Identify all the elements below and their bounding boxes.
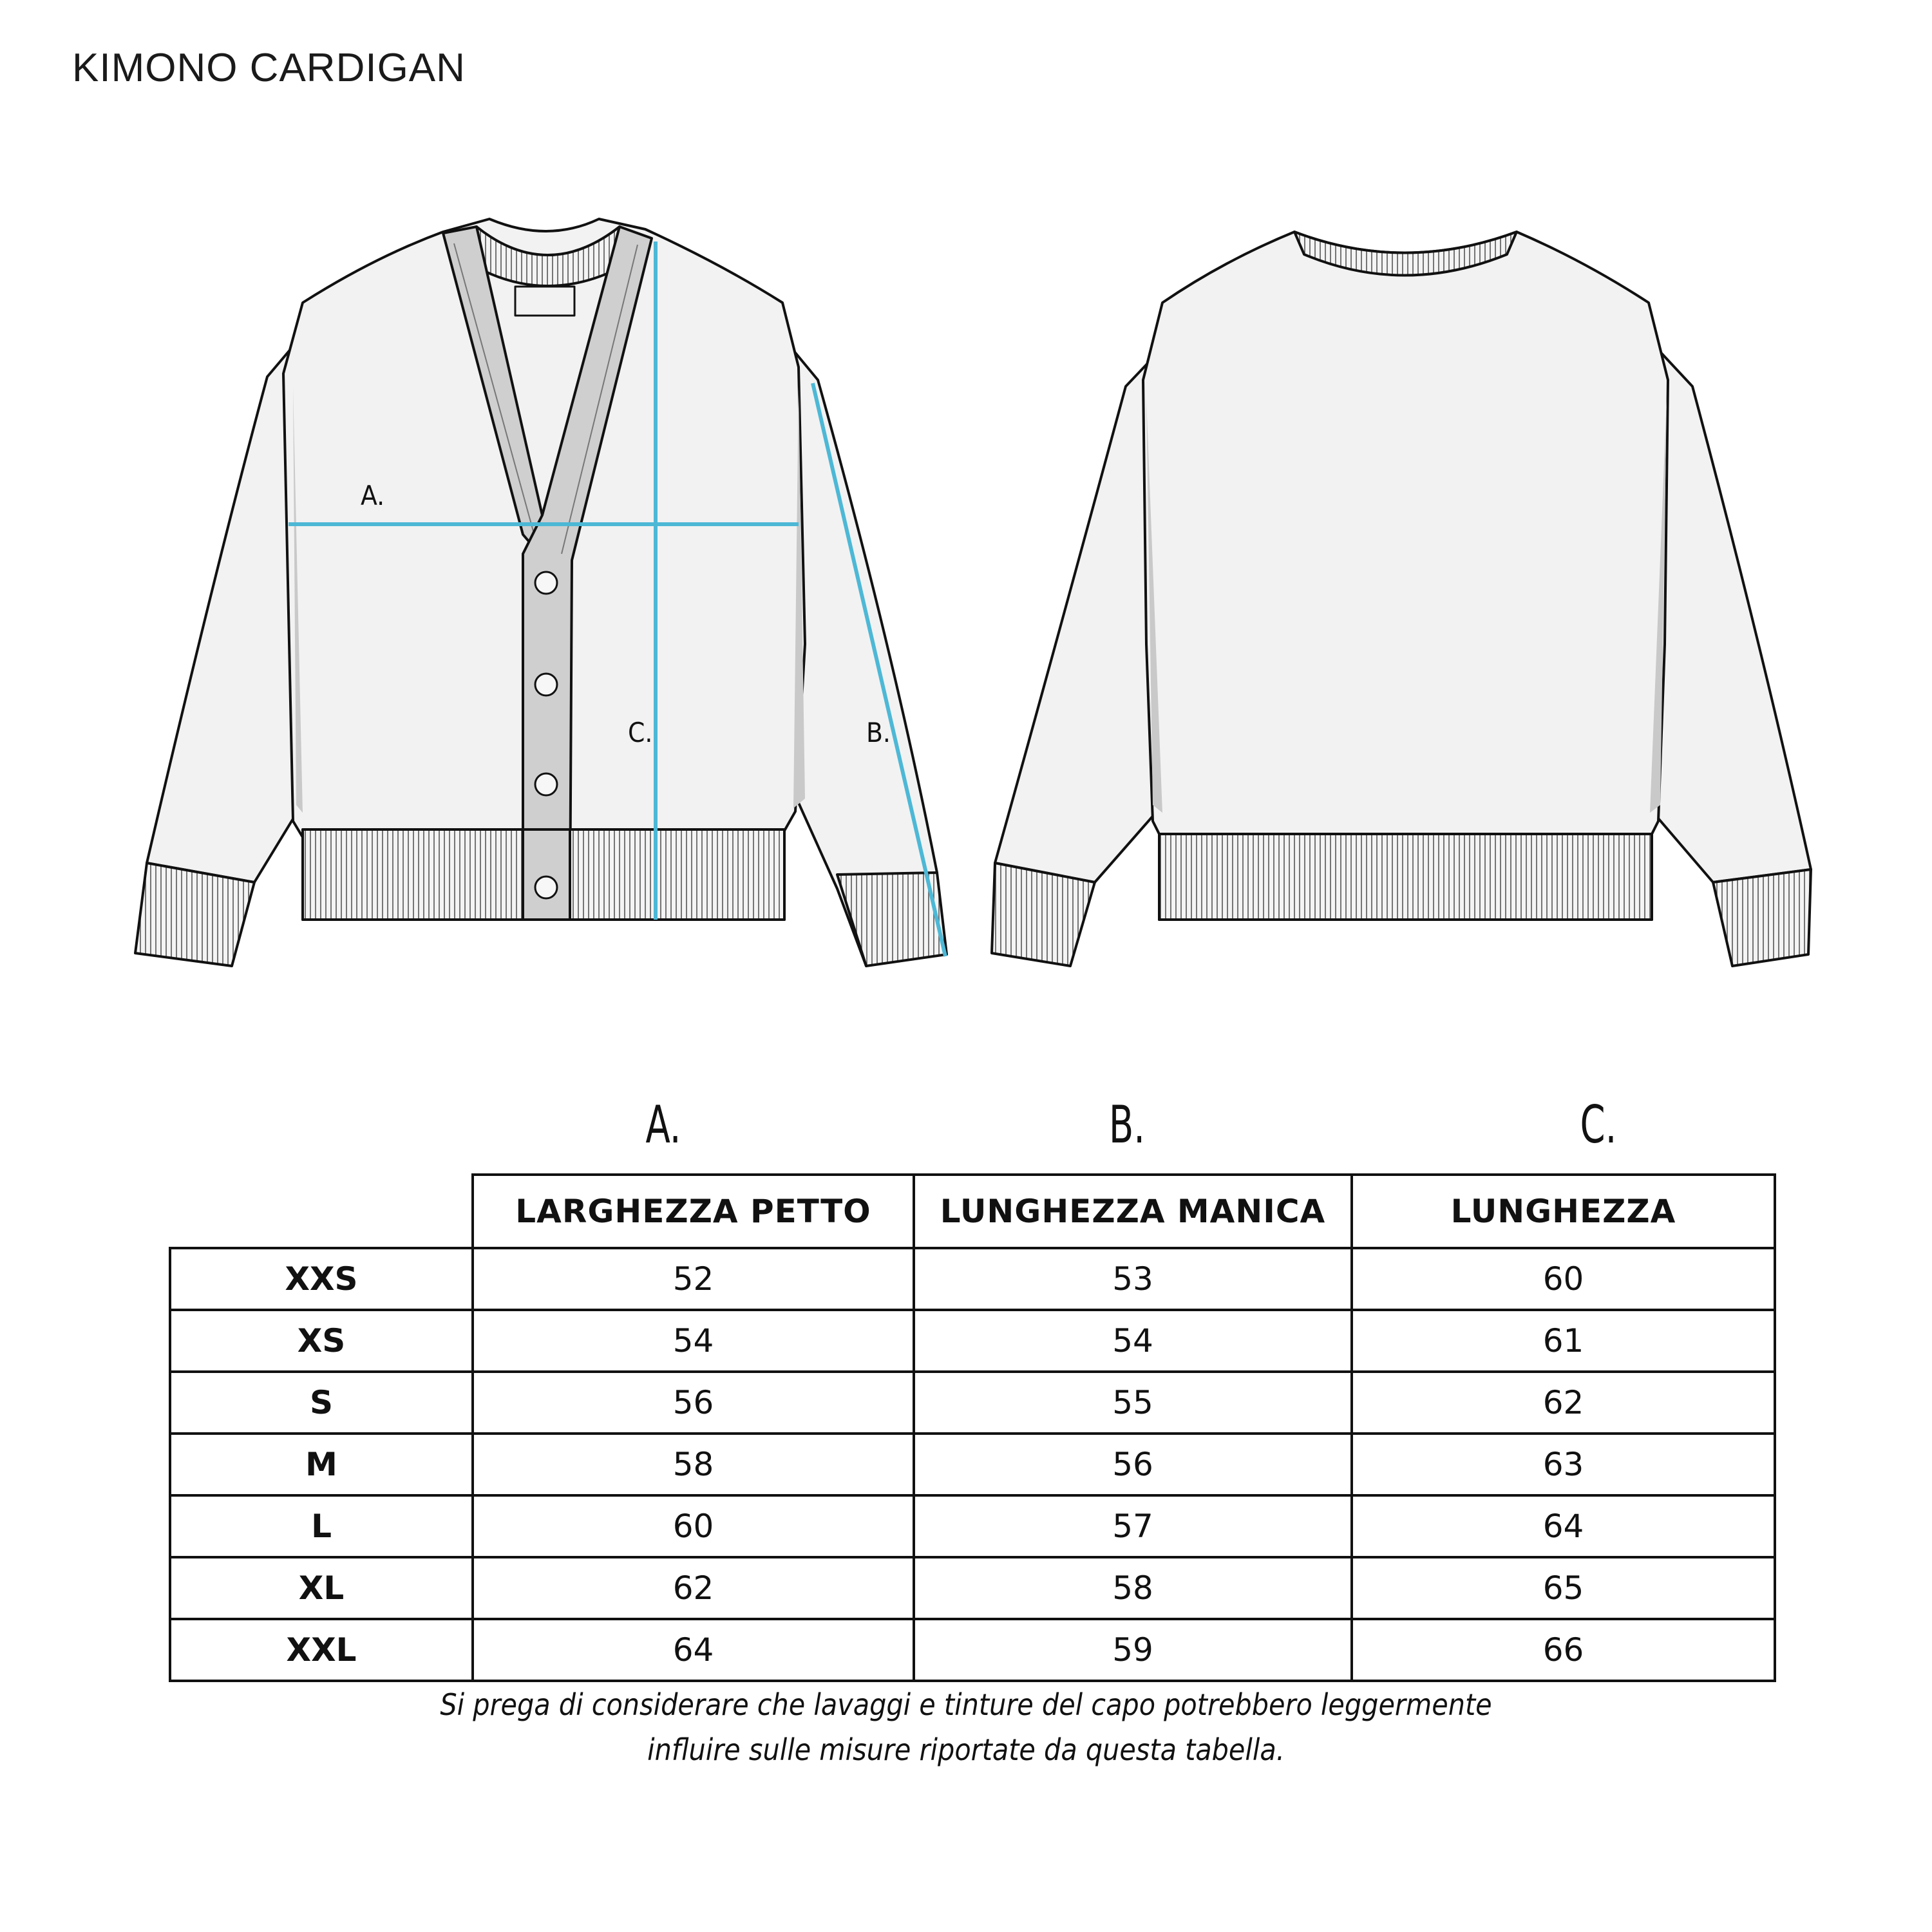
care-note-line-2: influire sulle misure riportate da questa tabella.	[647, 1732, 1285, 1767]
size-cell: XXL	[170, 1619, 473, 1681]
table-row	[170, 1495, 1775, 1557]
value-cell: 65	[1352, 1557, 1775, 1619]
front-view	[135, 219, 947, 966]
table-corner-cell	[170, 1175, 473, 1248]
value-cell: 64	[1352, 1495, 1775, 1557]
value-cell: 56	[914, 1434, 1352, 1495]
back-hem-rib	[1159, 834, 1652, 920]
column-letter-c: C.	[1580, 1095, 1617, 1155]
measure-c-label: C.	[628, 717, 653, 748]
value-cell: 61	[1352, 1310, 1775, 1372]
back-left-cuff	[992, 863, 1095, 966]
value-cell: 56	[473, 1372, 914, 1434]
value-cell: 60	[1352, 1248, 1775, 1310]
front-left-cuff	[135, 863, 254, 966]
value-cell: 53	[914, 1248, 1352, 1310]
table-header-row	[170, 1175, 1775, 1248]
column-letter-b: B.	[1108, 1095, 1146, 1155]
back-view	[992, 232, 1811, 966]
value-cell: 62	[1352, 1372, 1775, 1434]
value-cell: 59	[914, 1619, 1352, 1681]
button-4	[535, 876, 557, 898]
back-right-cuff	[1713, 869, 1811, 966]
column-letter-a: A.	[645, 1095, 681, 1155]
value-cell: 62	[473, 1557, 914, 1619]
value-cell: 58	[473, 1434, 914, 1495]
measure-b-label: B.	[866, 717, 891, 748]
value-cell: 58	[914, 1557, 1352, 1619]
value-cell: 66	[1352, 1619, 1775, 1681]
value-cell: 55	[914, 1372, 1352, 1434]
size-cell: XXS	[170, 1248, 473, 1310]
value-cell: 64	[473, 1619, 914, 1681]
value-cell: 60	[473, 1495, 914, 1557]
back-body	[1143, 232, 1668, 920]
value-cell: 54	[473, 1310, 914, 1372]
size-table	[169, 1173, 1776, 1682]
size-cell: M	[170, 1434, 473, 1495]
header-larghezza-petto: LARGHEZZA PETTO	[473, 1175, 914, 1248]
care-note-line-1: Si prega di considerare che lavaggi e tinture del capo potrebbero leggermente	[440, 1687, 1492, 1722]
value-cell: 63	[1352, 1434, 1775, 1495]
table-row	[170, 1310, 1775, 1372]
size-cell: XS	[170, 1310, 473, 1372]
page-title: KIMONO CARDIGAN	[72, 46, 466, 90]
table-row	[170, 1557, 1775, 1619]
table-row	[170, 1372, 1775, 1434]
front-left-sleeve	[147, 335, 303, 882]
table-row	[170, 1619, 1775, 1681]
table-row	[170, 1248, 1775, 1310]
size-cell: XL	[170, 1557, 473, 1619]
value-cell: 57	[914, 1495, 1352, 1557]
button-2	[535, 674, 557, 696]
size-cell: L	[170, 1495, 473, 1557]
value-cell: 52	[473, 1248, 914, 1310]
button-1	[535, 572, 557, 594]
size-cell: S	[170, 1372, 473, 1434]
table-row	[170, 1434, 1775, 1495]
back-left-sleeve	[995, 348, 1162, 882]
back-right-sleeve	[1655, 348, 1811, 882]
header-lunghezza: LUNGHEZZA	[1352, 1175, 1775, 1248]
value-cell: 54	[914, 1310, 1352, 1372]
header-lunghezza-manica: LUNGHEZZA MANICA	[914, 1175, 1352, 1248]
measure-a-label: A.	[361, 480, 385, 511]
button-3	[535, 773, 557, 795]
